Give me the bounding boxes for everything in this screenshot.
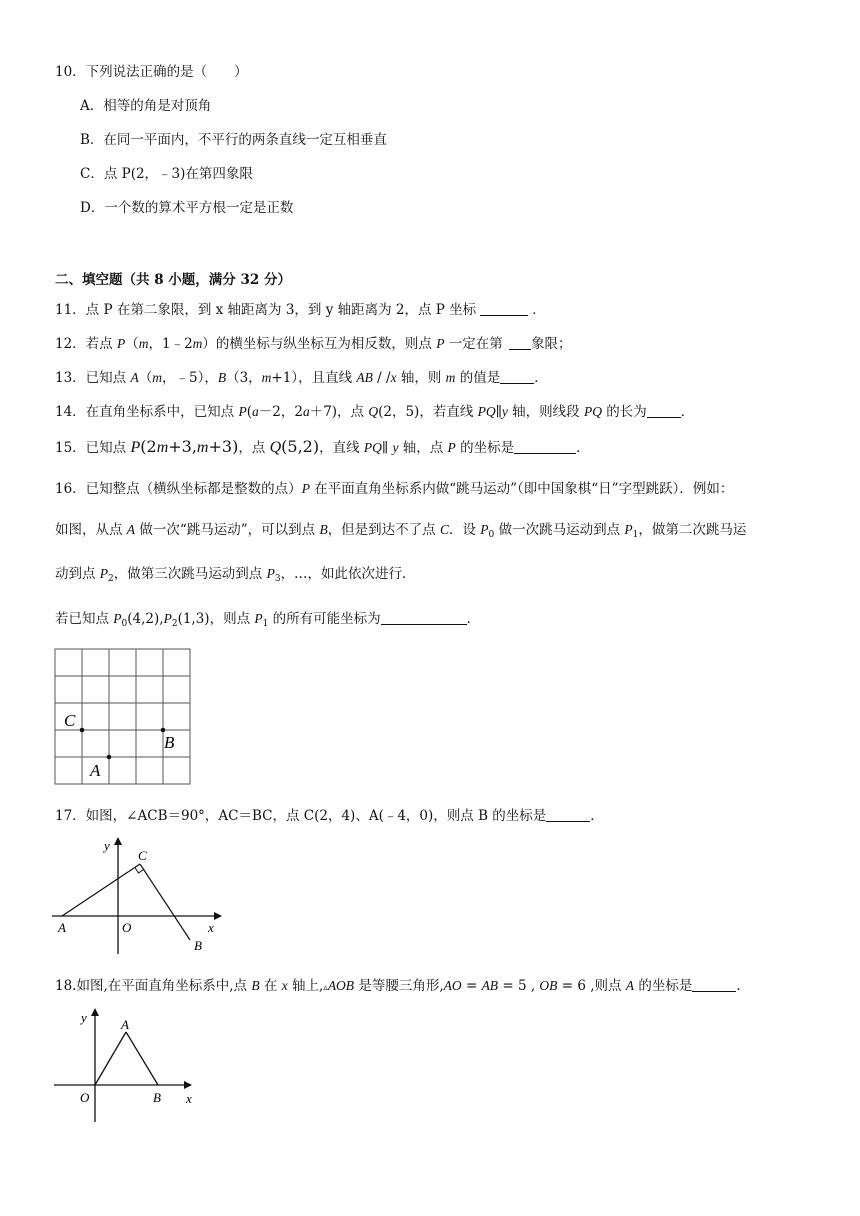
q12-seg: 12．若点	[55, 336, 117, 352]
q15-var: m	[196, 439, 209, 456]
segment-cb	[140, 864, 190, 940]
q14	[55, 400, 694, 420]
q16-var: B	[319, 522, 328, 537]
q10-option-c: C．点 P(2，﹣3)在第四象限	[80, 166, 253, 182]
section-title: 二、填空题（共 8 小题，满分 32 分）	[55, 272, 291, 288]
q16-sub: 3	[274, 574, 281, 584]
segment-ac	[62, 864, 140, 916]
q18-var: AOB	[327, 978, 355, 993]
label-b: B	[194, 938, 202, 953]
q16-var: P	[480, 522, 489, 537]
q13-var: A	[130, 370, 139, 385]
q16-seg: 在平面直角坐标系内做“跳马运动”（即中国象棋“日”字型跳跃）．例如：	[309, 481, 734, 497]
segment-ab	[126, 1032, 158, 1085]
q16-seg: 的所有可能坐标为	[268, 611, 381, 627]
q12-seg: ）的横坐标与纵坐标互为相反数，则点	[202, 336, 437, 352]
q16-sub: 1	[262, 619, 269, 629]
q16-sub: 2	[108, 574, 114, 584]
answer-blank	[509, 337, 531, 350]
q18-tail: ．	[736, 978, 750, 994]
q15-var: P	[447, 440, 456, 455]
q16-var: P	[301, 481, 310, 496]
q13-seg: +1），且直线	[271, 370, 357, 386]
q16-sub: 2	[171, 619, 178, 629]
q15-seg: +3)	[208, 437, 239, 456]
q14-seg: 14．在直角坐标系中，已知点	[55, 404, 239, 420]
q16-line1	[55, 477, 733, 497]
q15-var: Q	[269, 439, 282, 456]
q18-var: A	[625, 978, 635, 993]
label-a: A	[121, 1017, 129, 1032]
q16-var: P	[266, 566, 275, 581]
q11-text: 11．点 P 在第二象限，到 x 轴距离为 3，到 y 轴距离为 2，点 P 坐标	[55, 302, 477, 318]
label-y: y	[104, 838, 110, 853]
q15-seg: 轴，点	[398, 440, 448, 456]
q10-stem: 10．下列说法正确的是（ ）	[55, 64, 248, 80]
q16-seg: 做一次跳马运动到点	[494, 522, 625, 538]
q12-var: m	[192, 336, 203, 351]
q18-seg: 的坐标是	[634, 978, 693, 994]
q18-var: AB	[481, 978, 499, 993]
label-b: B	[164, 733, 175, 752]
q18-seg: = 5 ,	[498, 978, 540, 994]
q14-var: PQ	[583, 404, 602, 419]
point-b	[161, 728, 166, 733]
q14-seg: ∥	[495, 404, 502, 420]
q15-var: PQ	[363, 440, 382, 455]
q13-seg: 轴，则	[396, 370, 446, 386]
point-a	[107, 755, 112, 760]
q17-tail: ．	[590, 808, 604, 824]
q18-seg: 是等腰三角形,	[354, 978, 444, 994]
q16-seg: 若已知点	[55, 611, 114, 627]
q14-var: y	[501, 404, 508, 419]
q14-seg: 的长为	[601, 404, 647, 420]
label-o: O	[122, 920, 132, 935]
q16-seg: ，做第三次跳马运动到点	[113, 566, 267, 582]
answer-blank	[480, 303, 528, 316]
label-c: C	[138, 848, 147, 863]
q15-seg: (2	[140, 437, 157, 456]
q16-seg: ，则点	[209, 611, 255, 627]
q18	[55, 974, 750, 994]
q15-tail: ．	[576, 440, 590, 456]
q12-seg: 象限；	[531, 336, 572, 352]
y-axis-arrow-icon	[91, 1008, 99, 1016]
q13-seg: （	[138, 370, 153, 386]
q14-tail: ．	[680, 404, 695, 420]
q14-seg: (2，5)，若直线	[378, 404, 478, 420]
q15-seg: +3,	[168, 437, 197, 456]
q12-seg: ，1﹣2	[148, 336, 193, 352]
q12-var: m	[138, 336, 149, 351]
q14-var: a	[252, 404, 259, 419]
label-b: B	[153, 1090, 161, 1105]
answer-blank	[381, 612, 467, 625]
q13-seg: 13．已知点	[55, 370, 131, 386]
q16-seg: 做一次“跳马运动”，可以到点	[135, 522, 320, 538]
q17-figure	[50, 832, 230, 957]
q16-sub: 0	[121, 619, 128, 629]
answer-blank	[647, 405, 681, 418]
q18-seg: 轴上,	[287, 978, 324, 994]
q15-seg: 的坐标是	[455, 440, 515, 456]
q16-seg: 16．已知整点（横纵坐标都是整数的点）	[55, 481, 302, 497]
q16-var: A	[126, 522, 136, 537]
q13-seg: ，﹣5），	[161, 370, 218, 386]
q18-var: AO	[443, 978, 462, 993]
answer-blank	[500, 371, 534, 384]
q12	[55, 332, 572, 352]
x-axis-arrow-icon	[214, 912, 222, 920]
q17	[55, 804, 604, 824]
q15-seg: 15．已知点	[55, 440, 131, 456]
q11-tail: ．	[532, 302, 546, 318]
q14-seg: (	[246, 404, 253, 420]
q10-option-b: B．在同一平面内，不平行的两条直线一定互相垂直	[80, 132, 387, 148]
q18-seg: =	[461, 978, 482, 994]
q16-line2	[55, 518, 746, 540]
q13-var: m	[445, 370, 456, 385]
q17-text: 17．如图，∠ACB＝90°，AC＝BC，点 C(2，4)、A(﹣4，0)，则点 B 的坐标是	[55, 808, 547, 824]
q15-var: y	[392, 440, 399, 455]
q16-var: P	[163, 611, 172, 626]
q16-var: C	[439, 522, 449, 537]
q16-sub: 1	[632, 530, 639, 540]
q12-seg: 一定在第	[444, 336, 508, 352]
q16-seg: ，…，如此依次进行．	[280, 566, 416, 582]
q14-var: Q	[368, 404, 379, 419]
q14-var: PQ	[477, 404, 496, 419]
q16-seg: ．设	[449, 522, 481, 538]
q18-seg: = 6 ,则点	[557, 978, 626, 994]
q10-option-a: A．相等的角是对顶角	[80, 98, 212, 114]
q13-seg: （3，	[226, 370, 262, 386]
x-axis-arrow-icon	[184, 1081, 192, 1089]
q16-seg: 如图，从点	[55, 522, 127, 538]
q16-var: P	[113, 611, 122, 626]
q16-seg: ，但是到达不了点	[327, 522, 440, 538]
q18-figure	[50, 1002, 210, 1127]
q12-var: P	[436, 336, 445, 351]
q13-seg: 的值是	[455, 370, 501, 386]
q13-tail: ．	[534, 370, 548, 386]
q14-seg: －2，2	[258, 404, 303, 420]
q14-seg: ＋7)，点	[309, 404, 369, 420]
q16-var: P	[99, 566, 109, 581]
answer-blank	[514, 441, 576, 454]
q15	[55, 436, 590, 457]
knight-move-grid-figure	[54, 648, 192, 786]
q15-var: m	[156, 439, 169, 456]
q13-var: m	[152, 370, 162, 385]
point-c	[80, 728, 85, 733]
q15-seg: ，点	[238, 440, 270, 456]
segment-oa	[95, 1032, 126, 1085]
q14-var: a	[302, 404, 310, 419]
label-c: C	[64, 711, 76, 730]
answer-blank	[692, 979, 736, 992]
q16-var: P	[624, 522, 633, 537]
q13	[55, 366, 548, 386]
q16-seg: (1,3)	[177, 611, 210, 627]
triangle-symbol: ▵	[323, 983, 328, 993]
q15-seg: (5,2)	[281, 437, 320, 456]
q12-seg: （	[125, 336, 139, 352]
q12-var: P	[116, 336, 126, 351]
q16-line3	[55, 562, 416, 584]
q16-seg: 动到点	[55, 566, 100, 582]
q13-var: B	[217, 370, 227, 385]
q14-seg: 轴，则线段	[507, 404, 584, 420]
q15-seg: ∥	[381, 440, 393, 456]
label-a: A	[58, 920, 66, 935]
label-o: O	[80, 1090, 90, 1105]
label-x: x	[186, 1091, 192, 1106]
q18-seg: 18.如图,在平面直角坐标系中,点	[55, 978, 252, 994]
q18-var: OB	[539, 978, 558, 993]
q15-seg: ，直线	[319, 440, 364, 456]
q16-sub: 0	[488, 530, 495, 540]
q18-seg: 在	[259, 978, 282, 994]
q13-var: m	[261, 370, 272, 385]
label-a: A	[90, 761, 101, 780]
q15-var: P	[130, 439, 141, 456]
q16-seg: ，做第二次跳马运	[638, 522, 747, 538]
q13-var: AB	[356, 370, 373, 385]
answer-blank	[546, 809, 590, 822]
y-axis-arrow-icon	[114, 837, 122, 845]
q10-option-d: D．一个数的算术平方根一定是正数	[80, 200, 294, 216]
label-y: y	[81, 1010, 87, 1025]
q18-var: B	[251, 978, 260, 993]
q16-seg: (4,2),	[127, 611, 164, 627]
q16-tail: ．	[466, 611, 481, 627]
label-x: x	[208, 920, 214, 935]
q13-var: x	[390, 370, 397, 385]
q16-line4	[55, 607, 480, 629]
q16-var: P	[254, 611, 263, 626]
q13-seg: / /	[372, 370, 391, 386]
q11	[55, 298, 546, 318]
q14-var: P	[238, 404, 247, 419]
q18-var: x	[281, 978, 288, 993]
